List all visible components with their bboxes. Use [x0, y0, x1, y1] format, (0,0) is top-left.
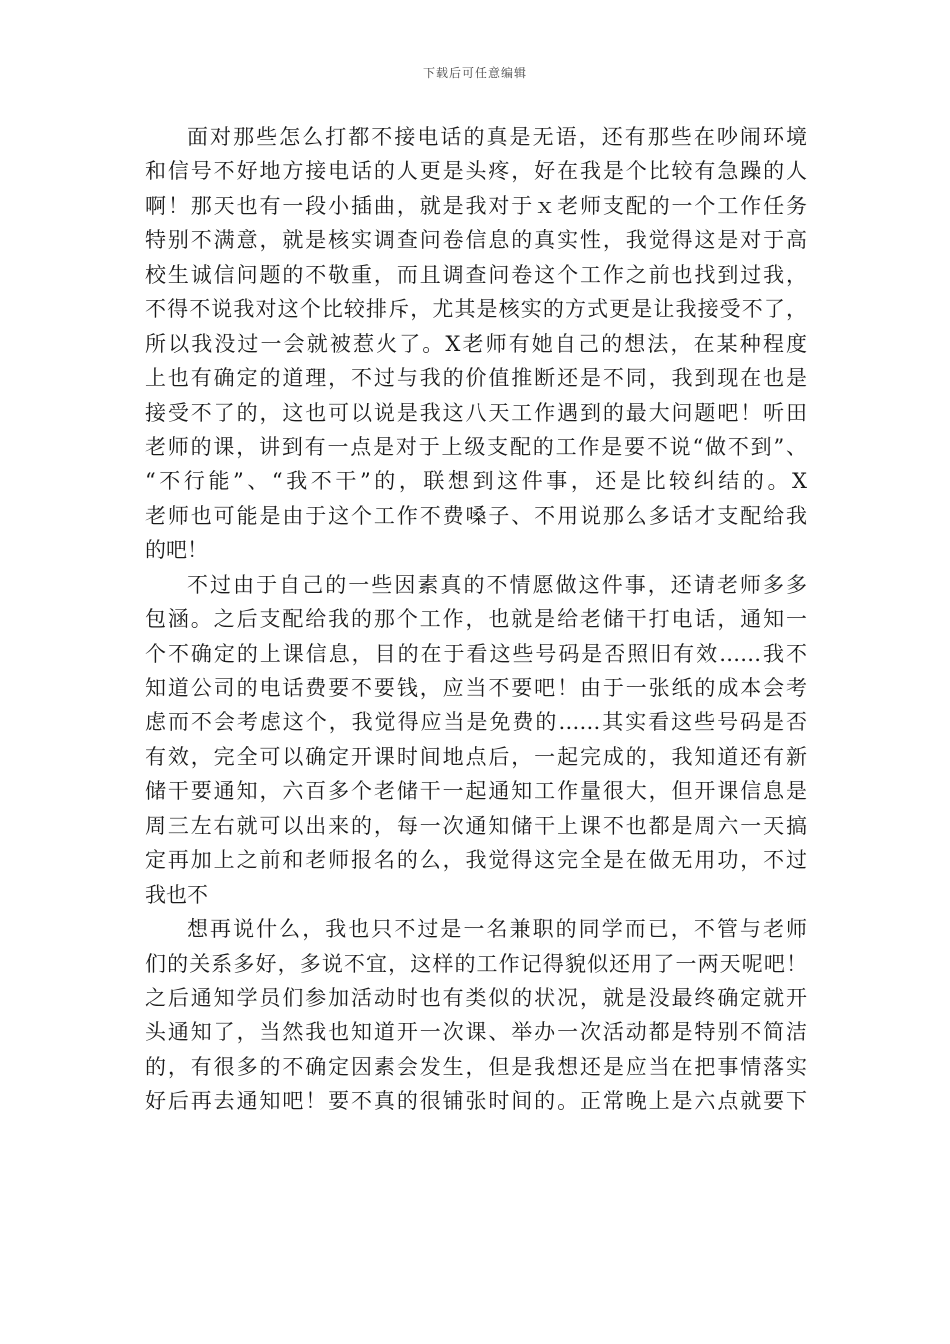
- header-note: 下载后可任意编辑: [422, 66, 527, 80]
- text-line: 校生诚信问题的不敬重，而且调查问卷这个工作之前也找到过我，: [145, 262, 807, 287]
- text-line: 有效，完全可以确定开课时间地点后，一起完成的，我知道还有新: [145, 744, 807, 769]
- text-line: 老师也可能是由于这个工作不费嗓子、不用说那么多话才支配给我: [145, 503, 807, 528]
- text-line: 包涵。之后支配给我的那个工作，也就是给老储干打电话，通知一: [145, 607, 807, 632]
- text-line: 老师的课，讲到有一点是对于上级支配的工作是要不说“做不到”、: [145, 434, 807, 459]
- text-line: 的，有很多的不确定因素会发生，但是我想还是应当在把事情落实: [145, 1054, 807, 1079]
- text-line: 之后通知学员们参加活动时也有类似的状况，就是没最终确定就开: [145, 985, 807, 1010]
- text-line: 周三左右就可以出来的，每一次通知储干上课不也都是周六一天搞: [145, 813, 807, 838]
- text-line: 好后再去通知吧！要不真的很铺张时间的。正常晚上是六点就要下: [145, 1089, 807, 1114]
- text-line: 不得不说我对这个比较排斥，尤其是核实的方式更是让我接受不了，: [145, 297, 807, 322]
- text-line: 想再说什么，我也只不过是一名兼职的同学而已，不管与老师: [187, 917, 807, 942]
- text-line: 储干要通知，六百多个老储干一起通知工作量很大，但开课信息是: [145, 779, 807, 804]
- text-line: 上也有确定的道理，不过与我的价值推断还是不同，我到现在也是: [145, 366, 807, 391]
- text-line: 特别不满意，就是核实调查问卷信息的真实性，我觉得这是对于高: [145, 228, 807, 253]
- text-line: 面对那些怎么打都不接电话的真是无语，还有那些在吵闹环境: [187, 125, 807, 149]
- text-line: 定再加上之前和老师报名的么，我觉得这完全是在做无用功，不过: [145, 848, 807, 873]
- document-body: [145, 120, 807, 1119]
- text-line: 不过由于自己的一些因素真的不情愿做这件事，还请老师多多: [187, 572, 807, 597]
- text-line: 知道公司的电话费要不要钱，应当不要吧！由于一张纸的成本会考: [145, 676, 807, 700]
- text-line: 所以我没过一会就被惹火了。X老师有她自己的想法，在某种程度: [145, 331, 807, 356]
- text-line: 头通知了，当然我也知道开一次课、举办一次活动都是特别不简洁: [145, 1020, 807, 1045]
- text-line: 我也不: [145, 882, 208, 907]
- text-line: “不行能”、“我不干”的，联想到这件事，还是比较纠结的。X: [145, 469, 807, 494]
- text-line: 们的关系多好，多说不宜，这样的工作记得貌似还用了一两天呢吧！: [145, 951, 807, 976]
- text-line: 啊！那天也有一段小插曲，就是我对于ｘ老师支配的一个工作任务: [145, 193, 807, 218]
- text-line: 虑而不会考虑这个，我觉得应当是免费的……其实看这些号码是否: [145, 710, 807, 735]
- text-line: 接受不了的，这也可以说是我这八天工作遇到的最大问题吧！听田: [145, 400, 807, 425]
- text-line: 和信号不好地方接电话的人更是头疼，好在我是个比较有急躁的人: [145, 159, 807, 184]
- text-line: 个不确定的上课信息，目的在于看这些号码是否照旧有效……我不: [145, 641, 807, 666]
- text-line: 的吧！: [145, 538, 208, 563]
